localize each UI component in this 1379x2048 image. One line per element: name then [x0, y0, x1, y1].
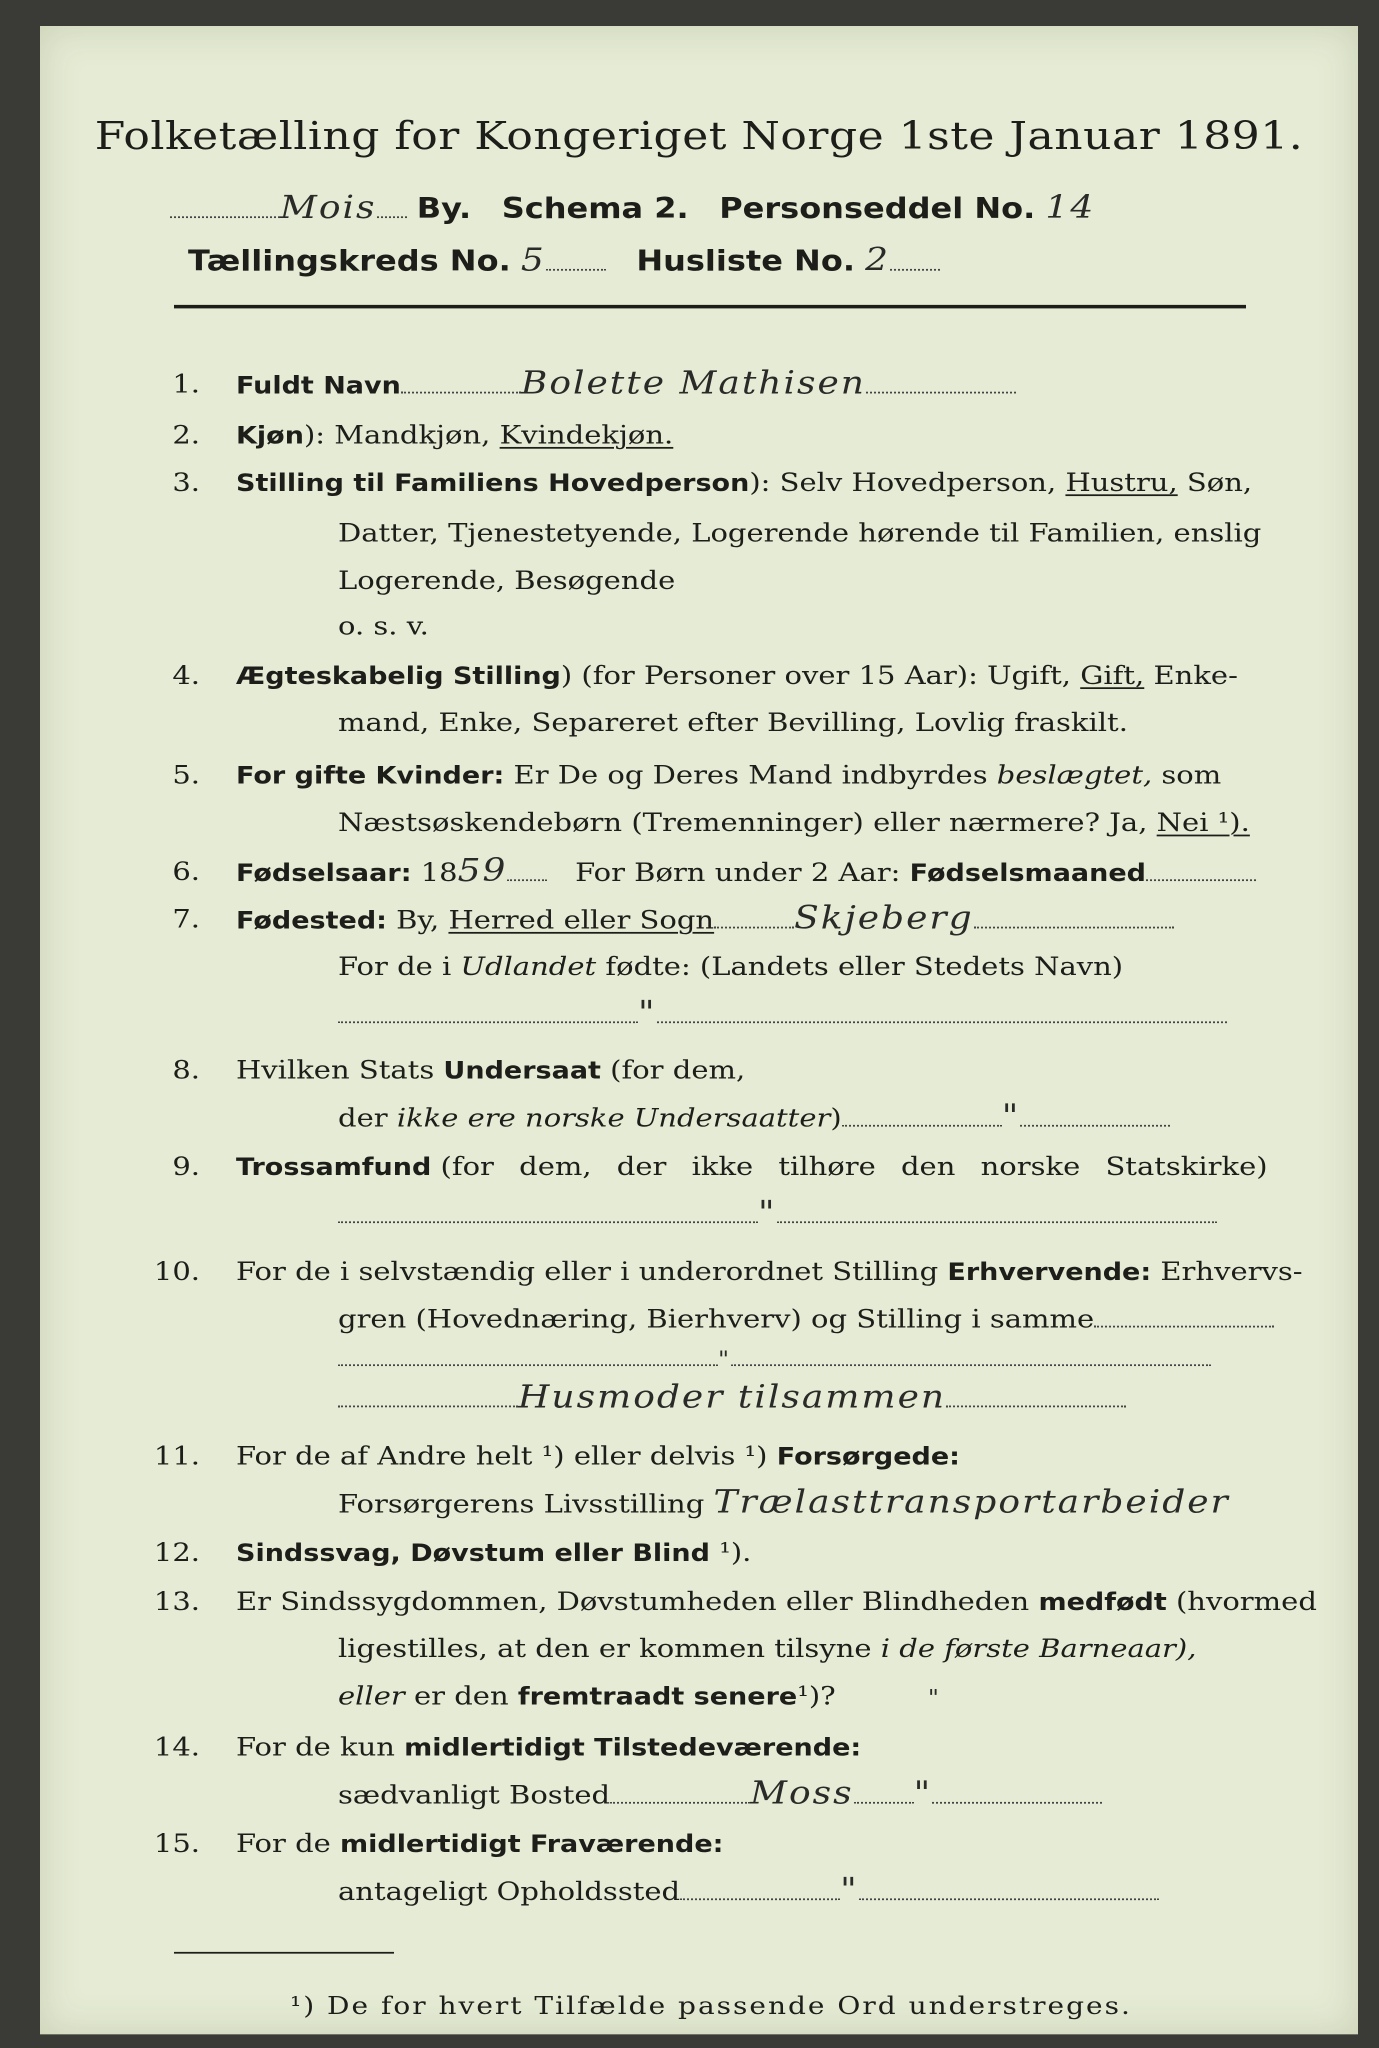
l: midlertidigt Fraværende:: [340, 1830, 724, 1859]
footnote-divider: [174, 1952, 394, 1954]
husliste-number: 2: [865, 242, 891, 279]
schema-label: Schema 2.: [501, 191, 689, 226]
kreds-label: Tællingskreds No.: [188, 244, 511, 278]
husliste-label: Husliste No.: [636, 244, 855, 278]
usual-residence-answer: Moss: [750, 1775, 854, 1812]
birth-year-answer: 59: [457, 853, 508, 889]
usual-residence-label: sædvanligt Bosted: [338, 1780, 611, 1810]
selected-gender: Kvindekjøn.: [499, 419, 674, 450]
selected-marital-status: Gift,: [1080, 660, 1145, 690]
t: For de: [236, 1828, 331, 1859]
full-name-answer: Bolette Mathisen: [520, 365, 866, 402]
provider-occupation-answer: Trælasttransportarbeider: [713, 1484, 1230, 1521]
personseddel-label: Personseddel No.: [719, 191, 1036, 226]
occupation-answer: Husmoder tilsammen: [518, 1379, 947, 1416]
personseddel-number: 14: [1045, 189, 1096, 226]
selected-family-position: Hustru,: [1065, 467, 1178, 497]
census-form-sheet: Folketælling for Kongeriget Norge 1ste Januar 1891. Mois By. Schema 2. Personseddel No. 14 Tællingskreds No. 5 Husliste No. 2 1. Fuldt Navn Bolette Mathisen 2. Kjøn): Mandkjøn, Kvindekjøn. 3. Stilling til Familiens Hovedperson): Selv Hovedperson, Hustru, Søn, Datter, Tjenestetyende, Logerende hørende til Familien, enslig Logerende, Besøgende o. s. v. 4. Ægteskabelig Stilling) (for Personer over 15 Aar): Ugift, Gift, Enke- mand, Enke, Separeret efter Bevilling, Lovlig fraskilt. 5. For gifte Kvinder: Er De og Deres Mand indbyrdes beslægtet, som Næstsøskendebørn (Tremenninger) eller nærmere? Ja, Nei ¹). 6. Fødselsaar: 1859 For Børn under 2 Aar: Fødselsmaaned 7. Fødested: By, Herred eller Sogn Skjeberg For de i Udlandet fødte: (Landets eller Stedets Navn) " 8. Hvilken Stats Undersaat (for dem, der ikke ere norske Undersaatter) " 9. Trossamfund (for dem, der ikke tilhøre den norske Statskirke) " 10. For de i selvstændig eller i underordnet Stilling Erhvervende: Erhvervs- gren (Hovednæring, Bierhverv) og Stilling i samme " Husmoder tilsammen 11. For de af Andre helt ¹) eller delvis ¹) Forsørgede: Forsørgerens Livsstilling Trælasttransportarbeider 12. Sindssvag, Døvstum eller Blind ¹). 13. Er Sindssygdommen, Døvstumheden eller Blindheden medfødt (hvormed ligestilles, at den er kommen tilsyne i de første Barneaar), eller er den fremtraadt senere¹)? " 14. For de kun midlertidigt Tilstedeværende: sædvanligt Bosted Moss " 15. For de midlertidigt Fraværende: antageligt Opholdssted " ¹) De for hvert Tilfælde passende Ord understreges.: [40, 26, 1358, 2034]
by-label: By.: [416, 191, 472, 226]
header-row-2: [188, 242, 940, 279]
kreds-number: 5: [520, 242, 546, 279]
city-handwritten: Mois: [280, 189, 377, 226]
header-row-1: [170, 189, 1096, 226]
header-divider: [174, 305, 1246, 309]
birthplace-answer: Skjeberg: [794, 900, 974, 937]
footnote-text: ¹) De for hvert Tilfælde passende Ord understreges.: [290, 1991, 1132, 2021]
usual-residence-mark: ": [913, 1775, 933, 1812]
stay-answer: ": [840, 1872, 859, 1909]
selected-kinship-answer: Nei ¹).: [1156, 807, 1250, 838]
form-title: Folketælling for Kongeriget Norge 1ste Januar 1891.: [94, 113, 1304, 159]
stay-label: antageligt Opholdssted: [338, 1876, 681, 1907]
